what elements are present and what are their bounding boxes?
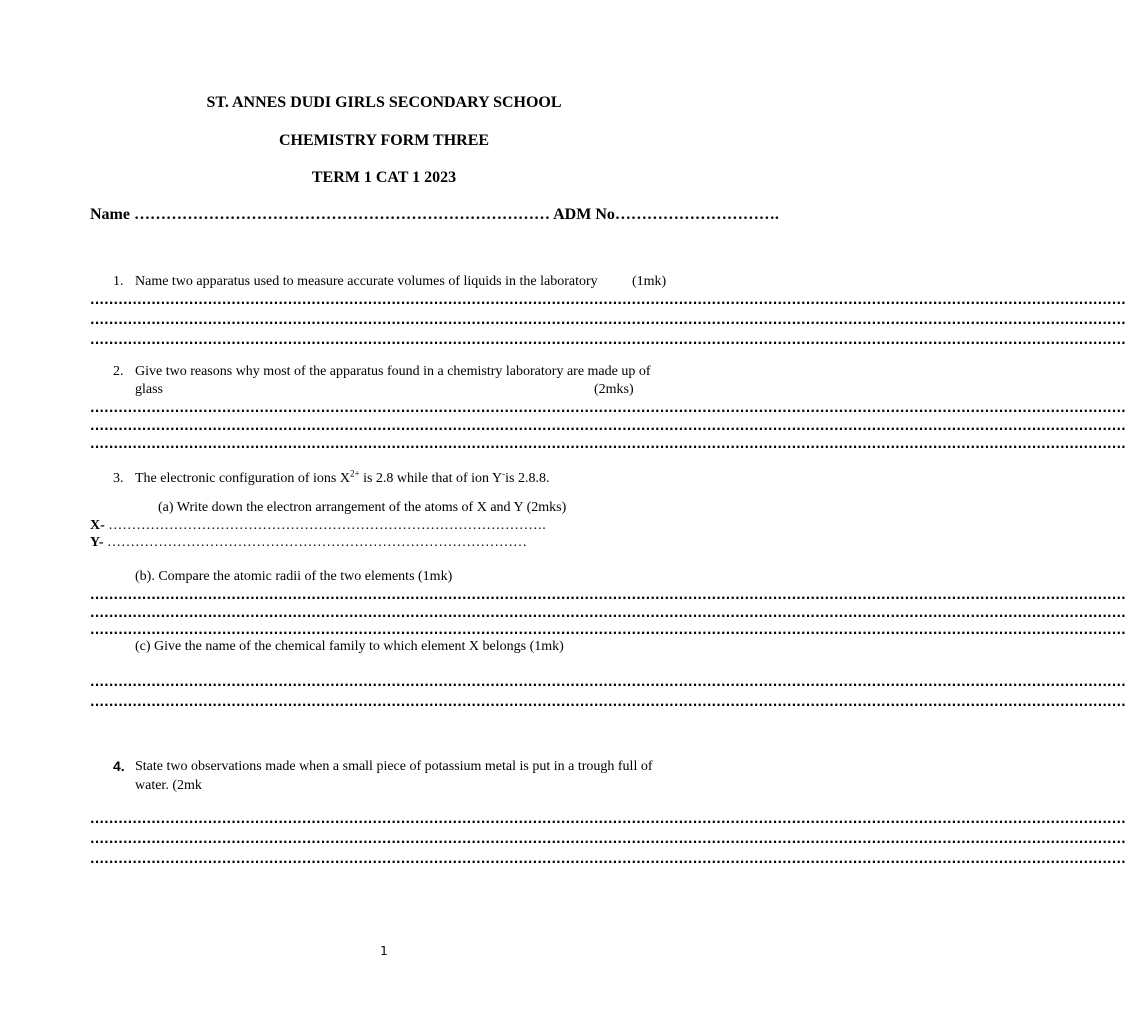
question-4-text-line2: water. (2mk (135, 778, 202, 793)
question-1-marks: (1mk) (632, 274, 667, 289)
answer-line: ............................................................................................................................................................................................................................ (90, 293, 1126, 307)
answer-line: ............................................................................................................................................................................................................................ (90, 437, 1126, 451)
answer-line: ............................................................................................................................................................................................................................ (90, 588, 1126, 602)
name-adm-line: Name …………………………………………………………………… ADM No…………………………. (90, 206, 779, 223)
answer-line: ............................................................................................................................................................................................................................ (90, 333, 1126, 347)
question-4-text-line1: State two observations made when a small piece of potassium metal is put in a trough full of (135, 759, 653, 774)
y-answer-line: Y- ……………………………………………………………………………… (90, 535, 527, 550)
answer-line: ............................................................................................................................................................................................................................ (90, 852, 1126, 866)
answer-line: ............................................................................................................................................................................................................................ (90, 832, 1126, 846)
question-2-text-line2: glass (135, 382, 163, 397)
subject-title: CHEMISTRY FORM THREE (278, 132, 490, 149)
page-number: 1 (380, 944, 388, 958)
answer-line: ............................................................................................................................................................................................................................ (90, 675, 1126, 689)
answer-line: ............................................................................................................................................................................................................................ (90, 419, 1126, 433)
school-name: ST. ANNES DUDI GIRLS SECONDARY SCHOOL (206, 94, 562, 111)
answer-line: ............................................................................................................................................................................................................................ (90, 812, 1126, 826)
question-1-number: 1. (113, 274, 124, 289)
answer-line: ............................................................................................................................................................................................................................ (90, 606, 1126, 620)
answer-line: ............................................................................................................................................................................................................................ (90, 313, 1126, 327)
answer-line: ............................................................................................................................................................................................................................ (90, 401, 1126, 415)
question-3a-text: (a) Write down the electron arrangement of the atoms of X and Y (2mks) (158, 500, 567, 515)
answer-line: ............................................................................................................................................................................................................................ (90, 623, 1126, 637)
question-2-marks: (2mks) (594, 382, 634, 397)
question-4-number: 4. (113, 758, 125, 774)
question-3-number: 3. (113, 471, 124, 486)
question-2-text-line1: Give two reasons why most of the apparatus found in a chemistry laboratory are made up of (135, 364, 651, 379)
question-2-number: 2. (113, 364, 124, 379)
question-3b-text: (b). Compare the atomic radii of the two elements (1mk) (135, 569, 453, 584)
x-answer-line: X- …………………………………………………………………………………. (90, 518, 546, 533)
question-3-text: The electronic configuration of ions $X^{2+}$ is 2.8 while that of ion Y-is 2.8.8. (135, 468, 550, 486)
question-3c-text: (c) Give the name of the chemical family to which element X belongs (1mk) (135, 639, 564, 654)
answer-line: ............................................................................................................................................................................................................................ (90, 695, 1126, 709)
exam-title: TERM 1 CAT 1 2023 (311, 169, 457, 186)
question-1-text: Name two apparatus used to measure accurate volumes of liquids in the laboratory (135, 274, 598, 289)
